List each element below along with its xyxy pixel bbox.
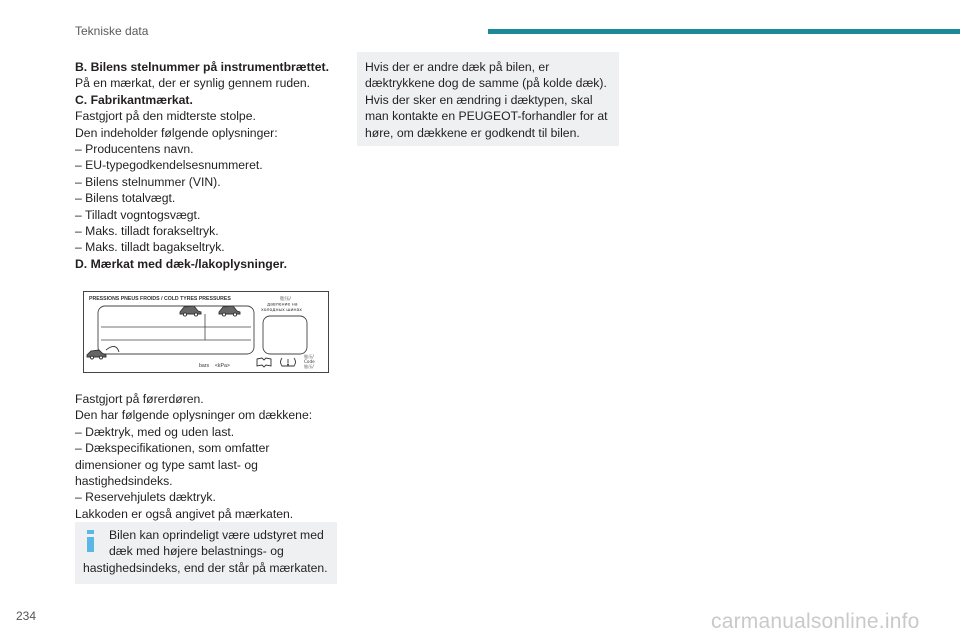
list-item: – Bilens totalvægt. [75,191,176,206]
list-item: – Reservehjulets dæktryk. [75,490,216,505]
manual-book-icon [257,358,271,367]
list-item: – Dækspecifikationen, som omfatter [75,441,270,456]
tyre-pressure-warning-icon [281,358,296,366]
paragraph: Fastgjort på førerdøren. [75,392,204,406]
note-line: dæktrykkene dog de samme (på kolde dæk). [365,76,607,91]
paragraph: Lakkoden er også angivet på mærkaten. [75,506,294,521]
label-units: bars <kPa> [199,363,230,369]
note-line: dæk med højere belastnings- og [109,544,284,559]
list-item: – Bilens stelnummer (VIN). [75,174,221,189]
paragraph: Den har følgende oplysninger om dækkene: [75,408,313,423]
label-heading: PRESSIONS PNEUS FROIDS / COLD TYRES PRESSURES [89,296,231,302]
section-title: Tekniske data [75,24,149,38]
label-ru-line-2: холодных шинах [261,308,302,313]
spare-wheel-car-icon [87,346,119,359]
note-line: høre, om dækkene er godkendt til bilen. [365,125,580,140]
label-code-line-2: Code [304,359,315,364]
heading-b: B. Bilens stelnummer på instrumentbrættet. [75,60,329,74]
header-accent-bar [488,29,960,34]
list-item: – EU-typegodkendelsesnummeret. [75,158,263,173]
heading-c: C. Fabrikantmærkat. [75,92,193,107]
car-loaded-left-icon [180,306,201,316]
paragraph: Den indeholder følgende oplysninger: [75,125,278,140]
note-line: Bilen kan oprindeligt være udstyret med [109,528,324,542]
car-loaded-right-icon [219,306,240,316]
note-line: Hvis der er andre dæk på bilen, er [365,60,550,74]
paragraph: Fastgjort på den midterste stolpe. [75,109,256,124]
label-code-line-3: 胎压/ [304,364,314,369]
list-item: – Producentens navn. [75,142,194,157]
tyre-pressure-label-illustration [83,291,329,373]
note-line: hastighedsindeks, end der står på mærkaten. [83,560,328,575]
list-item: – Dæktryk, med og uden last. [75,424,235,439]
note-line: Hvis der sker en ændring i dæktypen, skal [365,92,593,107]
left-column-text [75,59,345,272]
label-code-line-1: 胎压/ [304,354,314,359]
list-item: – Maks. tilladt forakseltryk. [75,224,219,239]
info-note-right [357,52,619,146]
heading-d: D. Mærkat med dæk-/lakoplysninger. [75,256,287,271]
label-cn-top: 胎压/ [280,297,291,302]
label-ru-line-1: давление на [267,302,298,308]
list-item: – Maks. tilladt bagakseltryk. [75,240,225,255]
note-line: man kontakte en PEUGEOT-forhandler for at [365,109,608,124]
info-icon [86,530,95,552]
page-number: 234 [16,609,37,623]
list-item-continued: dimensioner og type samt last- og [75,457,258,472]
watermark: carmanualsonline.info [711,610,920,633]
left-column-text-continued [75,391,345,522]
list-item-continued: hastighedsindeks. [75,474,173,489]
paragraph: På en mærkat, der er synlig gennem ruden. [75,76,311,91]
list-item: – Tilladt vogntogsvægt. [75,207,201,222]
info-note-left [75,522,337,584]
